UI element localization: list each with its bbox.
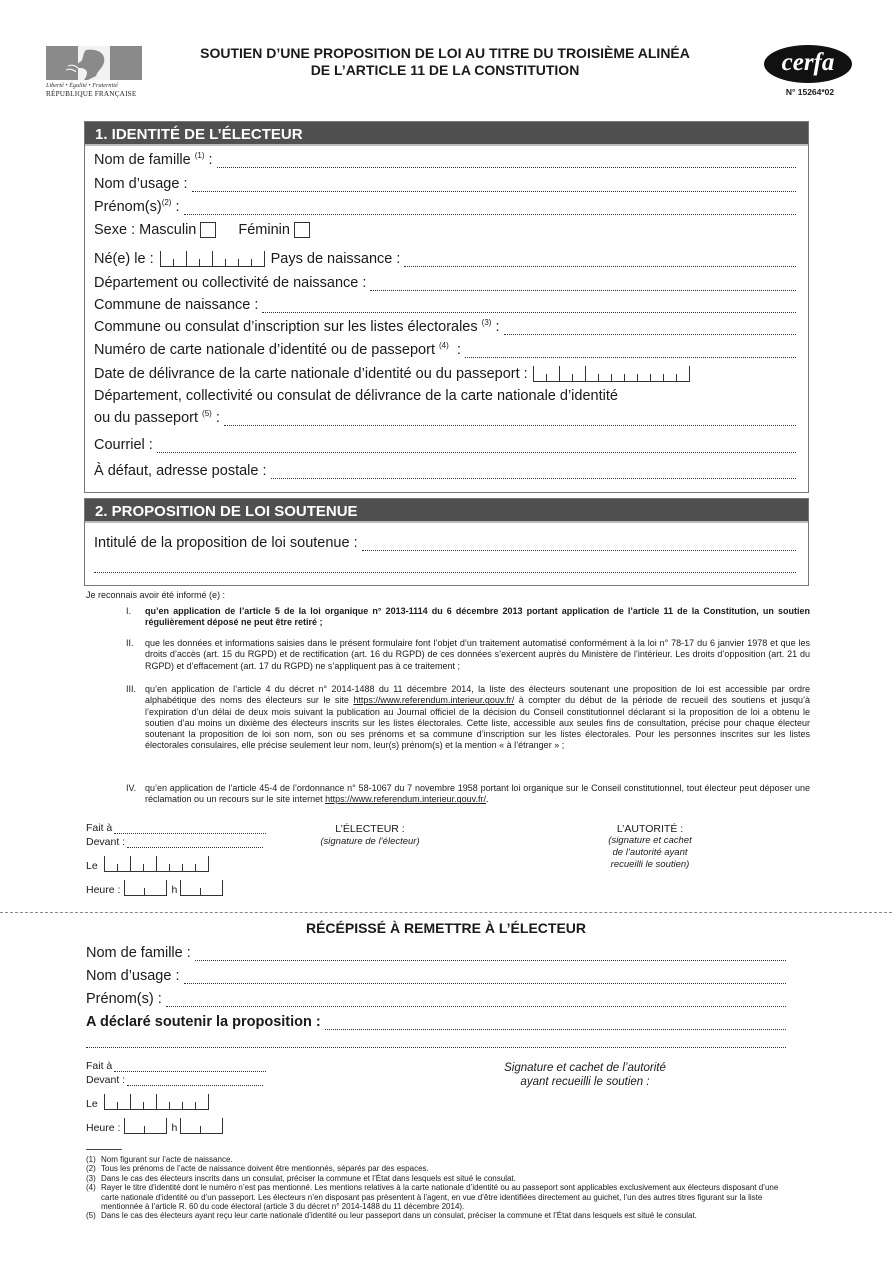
recu-nom-famille-field[interactable] — [86, 945, 786, 961]
cerfa-number: N° 15264*02 — [785, 87, 835, 97]
republique-francaise-logo — [46, 46, 142, 98]
minute-boxes[interactable] — [180, 881, 223, 896]
ack-num: II. — [126, 638, 134, 648]
fait-a-line[interactable] — [114, 826, 266, 834]
recepisse-title: RÉCÉPISSÉ À REMETTRE À L’ÉLECTEUR — [305, 920, 587, 936]
adresse-field[interactable] — [94, 463, 796, 479]
fait-a-label: Fait à — [86, 822, 113, 834]
le-field — [86, 857, 209, 872]
heure-label: Heure : — [86, 1122, 121, 1134]
ne-le-label: Né(e) le : — [94, 251, 154, 267]
sexe-feminin-label: Féminin — [238, 222, 290, 238]
autorite-sub: de l’autorité ayant — [612, 847, 688, 858]
referendum-link[interactable]: https://www.referendum.interieur.gouv.fr/ — [325, 794, 486, 805]
recu-nom-usage-line[interactable] — [184, 974, 787, 984]
recu-nom-famille-label: Nom de famille : — [86, 945, 191, 961]
date-boxes[interactable] — [104, 857, 209, 872]
recu-signature-line-1: Signature et cachet de l’autorité — [504, 1062, 666, 1074]
lieu-delivrance-label-2: ou du passeport — [94, 410, 198, 426]
sexe-field — [94, 222, 310, 238]
cerfa-logo: cerfa — [764, 45, 852, 83]
departement-label: Département ou collectivité de naissance : — [94, 275, 367, 291]
ack-text: à compter du début de la période de recueil des soutiens et jusqu’à l’expiration d’un délai de deux mois suivant la publication au Journal officiel de la décision du Conseil constitutionnel déclarant si la proposition de loi a obtenu le soutien d’au moins un dixième des électeurs inscrits sur les listes électorales. Cette liste, accessible aux seules fins de consultation, précise pour chaque électeur soutenant la proposition de loi son nom, son ou ses prénoms et sa commune d’inscription sur les listes électorales. Pour les personnes inscrites sur les listes électorales consulaires, elle précise seulement leur nom, leur(s) prénom(s) et la mention « à l’étranger » ; — [145, 695, 810, 751]
adresse-label: À défaut, adresse postale : — [94, 463, 267, 479]
nom-famille-field[interactable]: Nom de famille $^{(1)}$ : — [94, 152, 796, 168]
recu-devant-field[interactable] — [86, 1074, 263, 1086]
commune-inscription-label: Commune ou consulat d’inscription sur les listes électorales — [94, 319, 478, 335]
devant-line[interactable] — [127, 840, 263, 848]
devant-line[interactable] — [127, 1078, 263, 1086]
autorite-sub: (signature et cachet — [608, 835, 692, 846]
ack-text: qu’en application de l’article 4 du décret n° 2014-1488 du 11 décembre 2014, la liste des électeurs soutenant une proposition de loi est accessible par ordre alphabétique des noms des électeurs sur le site — [145, 684, 810, 706]
cut-line — [0, 912, 892, 913]
feminin-checkbox[interactable] — [294, 222, 310, 238]
masculin-checkbox[interactable] — [200, 222, 216, 238]
marianne-icon — [46, 46, 142, 80]
numero-carte-field[interactable]: Numéro de carte nationale d’identité ou de passeport $^{(4)}$ : — [94, 342, 796, 358]
recu-prenoms-field[interactable] — [86, 991, 786, 1007]
footnotes — [86, 1155, 786, 1221]
recu-signature-line-2: ayant recueilli le soutien : — [520, 1076, 650, 1088]
departement-line[interactable] — [370, 281, 796, 291]
ack-text: qu’en application de l’article 5 de la loi organique n° 2013-1114 du 6 décembre 2013 portant application de l’article 11 de la Constitution, un soutien régulièrement déposé ne peut être retiré ; — [145, 606, 810, 628]
footnote-rule — [86, 1149, 122, 1150]
courriel-line[interactable] — [157, 443, 796, 453]
lieu-delivrance-field[interactable]: ou du passeport $^{(5)}$ : — [94, 410, 796, 426]
heure-label: Heure : — [86, 884, 121, 896]
departement-field[interactable] — [94, 275, 796, 291]
autorite-title: L’AUTORITÉ : — [616, 823, 684, 835]
heure-field — [86, 881, 223, 896]
ack-num: I. — [126, 606, 132, 616]
ack-text: qu’en application de l’article 45-4 de l’ordonnance n° 58-1067 du 7 novembre 1958 portant loi organique sur le Conseil constitutionnel, tout électeur peut déposer une réclamation ou un recours sur le site internet — [145, 783, 810, 805]
naissance-field — [94, 251, 796, 267]
footnote-2: (2) Tous les prénoms de l’acte de naissance doivent être mentionnés, séparés par des espaces. — [86, 1164, 429, 1174]
prenoms-line[interactable] — [184, 205, 796, 215]
courriel-field[interactable] — [94, 437, 796, 453]
ack-num: IV. — [126, 783, 137, 793]
recu-fait-a-field[interactable] — [86, 1060, 266, 1072]
recu-nom-famille-line[interactable] — [195, 951, 786, 961]
ack-text: . — [486, 794, 489, 805]
ack-item-4 — [126, 783, 810, 806]
recu-nom-usage-label: Nom d’usage : — [86, 968, 180, 984]
nom-famille-line[interactable] — [217, 158, 796, 168]
ack-item-2 — [126, 638, 810, 672]
sexe-masculin-label: Sexe : Masculin — [94, 222, 197, 238]
recu-proposition-line-2[interactable] — [86, 1047, 786, 1048]
recu-heure-field — [86, 1119, 223, 1134]
pays-naissance-line[interactable] — [404, 257, 796, 267]
republic-name: RÉPUBLIQUE FRANÇAISE — [46, 90, 137, 98]
fait-a-line[interactable] — [114, 1064, 266, 1072]
adresse-line[interactable] — [271, 469, 797, 479]
h-label: h — [171, 884, 178, 896]
intitule-field[interactable] — [94, 535, 796, 551]
commune-naissance-label: Commune de naissance : — [94, 297, 259, 313]
document-title — [170, 45, 720, 79]
devant-field[interactable] — [86, 836, 263, 848]
recu-proposition-line[interactable] — [325, 1020, 786, 1030]
footnote-ref: (4) — [439, 341, 449, 350]
fait-a-field[interactable] — [86, 822, 266, 834]
footnote-5: (5) Dans le cas des électeurs ayant reçu leur carte nationale d’identité ou leur passeport dans un consulat, préciser la commune et l’État dans lesquels est situé le consulat. — [86, 1211, 697, 1221]
footnote-ref: (1) — [194, 151, 205, 160]
footnote-ref: (5) — [202, 409, 212, 418]
date-naissance-boxes[interactable] — [160, 252, 265, 267]
ack-item-3 — [126, 684, 810, 752]
ack-num: III. — [126, 684, 137, 694]
electeur-title: L’ÉLECTEUR : — [335, 823, 405, 835]
nom-famille-label: Nom de famille — [94, 152, 191, 168]
devant-label: Devant : — [86, 836, 126, 848]
prenoms-field[interactable]: $Prénom(s)^{(2)}$ : — [94, 199, 796, 215]
numero-carte-label: Numéro de carte nationale d’identité ou de passeport — [94, 342, 435, 358]
footnote-4: (4) Rayer le titre d’identité dont le numéro n’est pas mentionné. Les mentions relatives à la carte nationale d’identité ou au passeport sont applicables exclusivement aux électeurs disposant d’une carte nationale d’identité ou d’un passeport. Les électeurs n’en disposant pas présentent à l’agent, en vue d’être identifiées directement au guichet, l’un des autres titres figurant sur la liste mentionnée à l’article R. 60 du code électoral (article 3 du décret n° 2014-1488 du 11 décembre 2014). — [86, 1183, 779, 1212]
section-identite-title: 1. IDENTITÉ DE L’ÉLECTEUR — [85, 122, 808, 146]
le-label: Le — [86, 1098, 98, 1110]
date-delivrance-boxes[interactable] — [533, 367, 690, 382]
footnote-ref: (3) — [481, 318, 492, 327]
recu-nom-usage-field[interactable] — [86, 968, 786, 984]
pays-naissance-label: Pays de naissance : — [270, 251, 401, 267]
lieu-delivrance-line[interactable] — [224, 416, 796, 426]
recu-le-field — [86, 1095, 209, 1110]
prenoms-label: Prénom(s) — [94, 199, 162, 215]
electeur-sub: (signature de l’électeur) — [320, 836, 420, 847]
nom-usage-label: Nom d’usage : — [94, 176, 188, 192]
republic-motto: Liberté • Égalité • Fraternité — [46, 82, 118, 89]
autorite-signature[interactable] — [580, 823, 720, 871]
title-line-1: SOUTIEN D’UNE PROPOSITION DE LOI AU TITRE DU TROISIÈME ALINÉA — [200, 45, 690, 61]
le-label: Le — [86, 860, 98, 872]
lieu-delivrance-label-1: Département, collectivité ou consulat de délivrance de la carte nationale d’identité — [94, 388, 618, 404]
commune-naissance-field[interactable] — [94, 297, 796, 313]
recu-prenoms-line[interactable] — [166, 997, 786, 1007]
section-proposition-title: 2. PROPOSITION DE LOI SOUTENUE — [85, 499, 808, 523]
commune-naissance-line[interactable] — [262, 303, 796, 313]
electeur-signature[interactable] — [300, 823, 440, 848]
intitule-line[interactable] — [362, 541, 796, 551]
heure-boxes[interactable] — [124, 881, 167, 896]
autorite-sub: recueilli le soutien) — [610, 859, 690, 870]
referendum-link[interactable]: https://www.referendum.interieur.gouv.fr/ — [353, 695, 515, 706]
recu-proposition-field[interactable] — [86, 1014, 786, 1030]
minute-boxes[interactable] — [180, 1119, 223, 1134]
date-delivrance-field — [94, 366, 690, 382]
recu-prenoms-label: Prénom(s) : — [86, 991, 162, 1007]
date-delivrance-label: Date de délivrance de la carte nationale d’identité ou du passeport : — [94, 366, 528, 382]
fait-a-label: Fait à — [86, 1060, 113, 1072]
h-label: h — [171, 1122, 178, 1134]
footnote-3: (3) Dans le cas des électeurs inscrits dans un consulat, préciser la commune et l’État dans lesquels est situé le consulat. — [86, 1173, 516, 1183]
intitule-line-2[interactable] — [94, 572, 796, 573]
intitule-label: Intitulé de la proposition de loi soutenue : — [94, 535, 358, 551]
ack-intro: Je reconnais avoir été informé (e) : — [86, 590, 226, 600]
footnote-ref: (2) — [161, 198, 172, 207]
numero-carte-line[interactable] — [465, 348, 796, 358]
nom-usage-line[interactable] — [192, 182, 797, 192]
footnote-1: (1) Nom figurant sur l’acte de naissance. — [86, 1155, 233, 1164]
heure-boxes[interactable] — [124, 1119, 167, 1134]
courriel-label: Courriel : — [94, 437, 153, 453]
nom-usage-field[interactable] — [94, 176, 796, 192]
commune-inscription-line[interactable] — [504, 325, 797, 335]
date-boxes[interactable] — [104, 1095, 209, 1110]
recu-autorite-signature[interactable] — [470, 1061, 700, 1089]
commune-inscription-field[interactable]: Commune ou consulat d’inscription sur les listes électorales $^{(3)}$ : — [94, 319, 796, 335]
title-line-2: DE L’ARTICLE 11 DE LA CONSTITUTION — [310, 62, 580, 78]
devant-label: Devant : — [86, 1074, 126, 1086]
ack-text: que les données et informations saisies dans le présent formulaire font l’objet d’un traitement automatisé conformément à la loi n° 78-17 du 6 janvier 1978 et que les droits d’accès (art. 15 du RGPD) et de rectification (art. 16 du RGPD) de ces données s’exercent auprès du Ministère de l’intérieur. Les droits d’opposition (art. 21 du RGPD) et d’effacement (art. 17 du RGPD) ne s’appliquent pas à ce traitement ; — [145, 638, 810, 671]
ack-item-1 — [126, 606, 810, 629]
recu-proposition-label: A déclaré soutenir la proposition : — [86, 1014, 321, 1030]
